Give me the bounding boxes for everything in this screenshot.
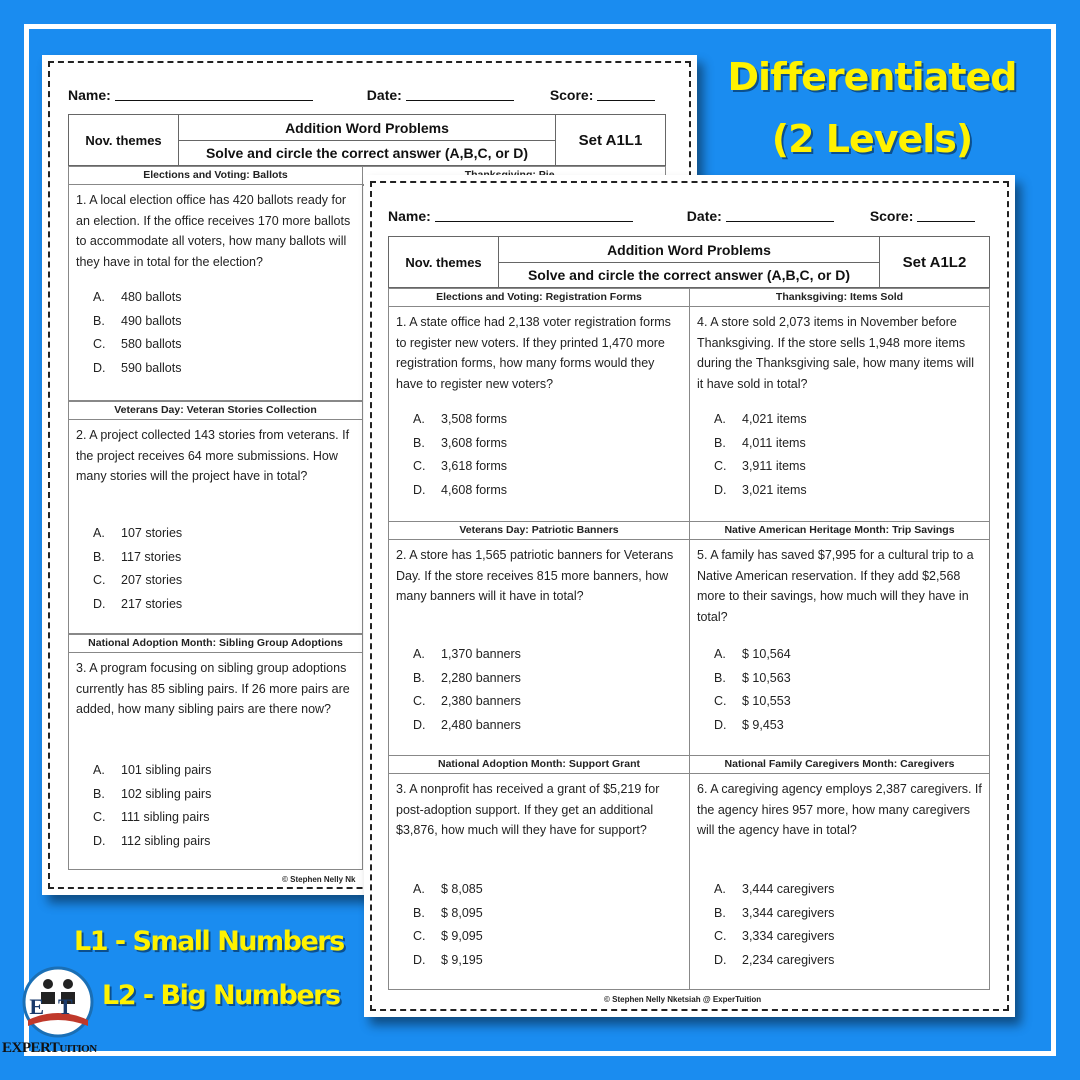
answer-option[interactable]: B. 4,011 items — [714, 435, 806, 450]
name-row — [388, 208, 975, 224]
title-table — [68, 114, 666, 166]
score-field[interactable] — [597, 87, 655, 101]
answer-options — [413, 878, 483, 972]
promo-heading — [712, 46, 1032, 170]
problem-question: 5. A family has saved $7,995 for a cultural trip to a Native American reservation. If they add $2,568 more to their savings, how much will they have in total? — [697, 548, 974, 624]
problem-cell — [68, 166, 363, 401]
answer-option[interactable]: D. 2,480 banners — [413, 717, 521, 732]
answer-option[interactable]: B. 117 stories — [93, 549, 182, 564]
worksheet-title: Addition Word Problems — [179, 115, 556, 141]
date-field[interactable] — [406, 87, 514, 101]
answer-option[interactable]: B. 3,344 caregivers — [714, 905, 835, 920]
logo-wordmark: EXPERTUITION — [2, 1040, 97, 1056]
answer-option[interactable]: D. $ 9,453 — [714, 717, 784, 732]
name-row — [68, 87, 655, 103]
worksheet-instructions: Solve and circle the correct answer (A,B,C, or D) — [179, 141, 556, 166]
problem-question: 1. A local election office has 420 ballots ready for an election. If the office receives 170 more ballots to accommodate all voters, how many ballots will they have in total for the election? — [76, 193, 351, 269]
title-table — [388, 236, 990, 288]
problem-cell — [388, 288, 690, 522]
copyright-footer: © Stephen Nelly Nk — [282, 875, 356, 884]
problem-cell — [689, 288, 990, 522]
problem-question: 2. A store has 1,565 patriotic banners for Veterans Day. If the store receives 815 more banners, how many banners will it have in total? — [396, 548, 674, 603]
problem-topic: Elections and Voting: Registration Forms — [389, 289, 689, 307]
answer-option[interactable]: A. 480 ballots — [93, 290, 182, 304]
problem-topic: Thanksgiving: Items Sold — [690, 289, 989, 307]
answer-option[interactable]: A. 4,021 items — [714, 412, 807, 426]
answer-options — [93, 286, 181, 380]
answer-option[interactable]: D. 112 sibling pairs — [93, 833, 211, 848]
answer-option[interactable]: A. $ 8,085 — [413, 882, 483, 896]
answer-option[interactable]: D. 3,021 items — [714, 482, 807, 497]
problem-topic: National Adoption Month: Support Grant — [389, 756, 689, 774]
problem-topic: National Family Caregivers Month: Caregivers — [690, 756, 989, 774]
heading-line-1: Differentiated — [727, 55, 1017, 99]
answer-option[interactable]: B. $ 8,095 — [413, 905, 483, 920]
heading-line-2: (2 Levels) — [771, 117, 973, 161]
date-label: Date: — [366, 87, 402, 103]
set-cell: Set A1L1 — [556, 115, 666, 166]
problem-topic: Veterans Day: Veteran Stories Collection — [69, 402, 362, 420]
problem-cell — [388, 755, 690, 990]
set-cell: Set A1L2 — [880, 237, 990, 288]
answer-option[interactable]: C. 580 ballots — [93, 337, 182, 351]
worksheet-title: Addition Word Problems — [499, 237, 880, 263]
answer-option[interactable]: D. 2,234 caregivers — [714, 952, 835, 967]
answer-option[interactable]: A. 3,508 forms — [413, 412, 508, 426]
score-field[interactable] — [917, 208, 975, 222]
problem-question: 6. A caregiving agency employs 2,387 caregivers. If the agency hires 957 more, how many caregivers will the agency have in total? — [697, 782, 982, 837]
problem-cell — [689, 521, 990, 756]
copyright-footer: © Stephen Nelly Nketsiah @ ExperTuition — [604, 995, 762, 1004]
problem-question: 3. A program focusing on sibling group adoptions currently has 85 sibling pairs. If 26 more pairs are added, how many sibling pairs are there now? — [76, 661, 350, 716]
problem-question: 4. A store sold 2,073 items in November before Thanksgiving. If the store sells 1,948 more items during the Thanksgiving sale, how many items will it have sold in total? — [697, 315, 974, 391]
answer-option[interactable]: D. 4,608 forms — [413, 482, 508, 497]
level-2-label: L2 - Big Numbers — [102, 980, 340, 1011]
answer-option[interactable]: C. 111 sibling pairs — [93, 810, 210, 824]
themes-cell: Nov. themes — [69, 115, 179, 166]
answer-option[interactable]: C. $ 10,553 — [714, 694, 791, 708]
answer-options — [93, 759, 211, 853]
answer-option[interactable]: C. 3,618 forms — [413, 459, 508, 473]
answer-option[interactable]: C. $ 9,095 — [413, 929, 483, 943]
answer-option[interactable]: C. 207 stories — [93, 573, 183, 587]
name-field[interactable] — [435, 208, 633, 222]
problem-topic: National Adoption Month: Sibling Group Adoptions — [69, 635, 362, 653]
problem-cell — [388, 521, 690, 756]
problem-question: 1. A state office had 2,138 voter registration forms to register new voters. If they printed 1,470 more registration forms, how many forms would they have to register new voters? — [396, 315, 671, 391]
answer-option[interactable]: A. 101 sibling pairs — [93, 763, 212, 777]
answer-options — [93, 522, 182, 616]
answer-option[interactable]: C. 3,911 items — [714, 459, 806, 473]
score-label: Score: — [869, 208, 914, 224]
answer-option[interactable]: B. $ 10,563 — [714, 670, 791, 685]
score-label: Score: — [549, 87, 594, 103]
problem-topic: Veterans Day: Patriotic Banners — [389, 522, 689, 540]
date-label: Date: — [686, 208, 722, 224]
answer-option[interactable]: B. 3,608 forms — [413, 435, 508, 450]
logo-letters: ET — [29, 994, 87, 1019]
answer-options — [413, 643, 521, 737]
answer-option[interactable]: A. 1,370 banners — [413, 647, 521, 661]
answer-option[interactable]: B. 2,280 banners — [413, 670, 521, 685]
problem-cell — [68, 401, 363, 634]
level-1-label: L1 - Small Numbers — [74, 926, 344, 957]
answer-option[interactable]: B. 490 ballots — [93, 313, 182, 328]
name-label: Name: — [388, 208, 431, 224]
answer-option[interactable]: D. 217 stories — [93, 596, 183, 611]
problem-cell — [68, 634, 363, 870]
answer-option[interactable]: D. 590 ballots — [93, 360, 182, 375]
name-field[interactable] — [115, 87, 313, 101]
problem-question: 3. A nonprofit has received a grant of $5,219 for post-adoption support. If they get an additional $3,876, how much will they have for support? — [396, 782, 660, 837]
answer-option[interactable]: D. $ 9,195 — [413, 952, 483, 967]
answer-option[interactable]: A. 3,444 caregivers — [714, 882, 835, 896]
date-field[interactable] — [726, 208, 834, 222]
themes-cell: Nov. themes — [389, 237, 499, 288]
answer-option[interactable]: B. 102 sibling pairs — [93, 786, 212, 801]
answer-option[interactable]: A. $ 10,564 — [714, 647, 791, 661]
answer-option[interactable]: A. 107 stories — [93, 526, 183, 540]
problem-cell — [689, 755, 990, 990]
worksheet-instructions: Solve and circle the correct answer (A,B,C, or D) — [499, 263, 880, 288]
answer-options — [413, 408, 507, 502]
answer-options — [714, 643, 791, 737]
answer-option[interactable]: C. 2,380 banners — [413, 694, 521, 708]
name-label: Name: — [68, 87, 111, 103]
problem-topic: Elections and Voting: Ballots — [69, 167, 362, 185]
answer-options — [714, 408, 807, 502]
worksheet-l2 — [364, 175, 1015, 1017]
answer-option[interactable]: C. 3,334 caregivers — [714, 929, 835, 943]
problem-question: 2. A project collected 143 stories from veterans. If the project receives 64 more submissions. How many stories will the project have in total? — [76, 428, 350, 483]
problem-topic: Native American Heritage Month: Trip Savings — [690, 522, 989, 540]
answer-options — [714, 878, 834, 972]
